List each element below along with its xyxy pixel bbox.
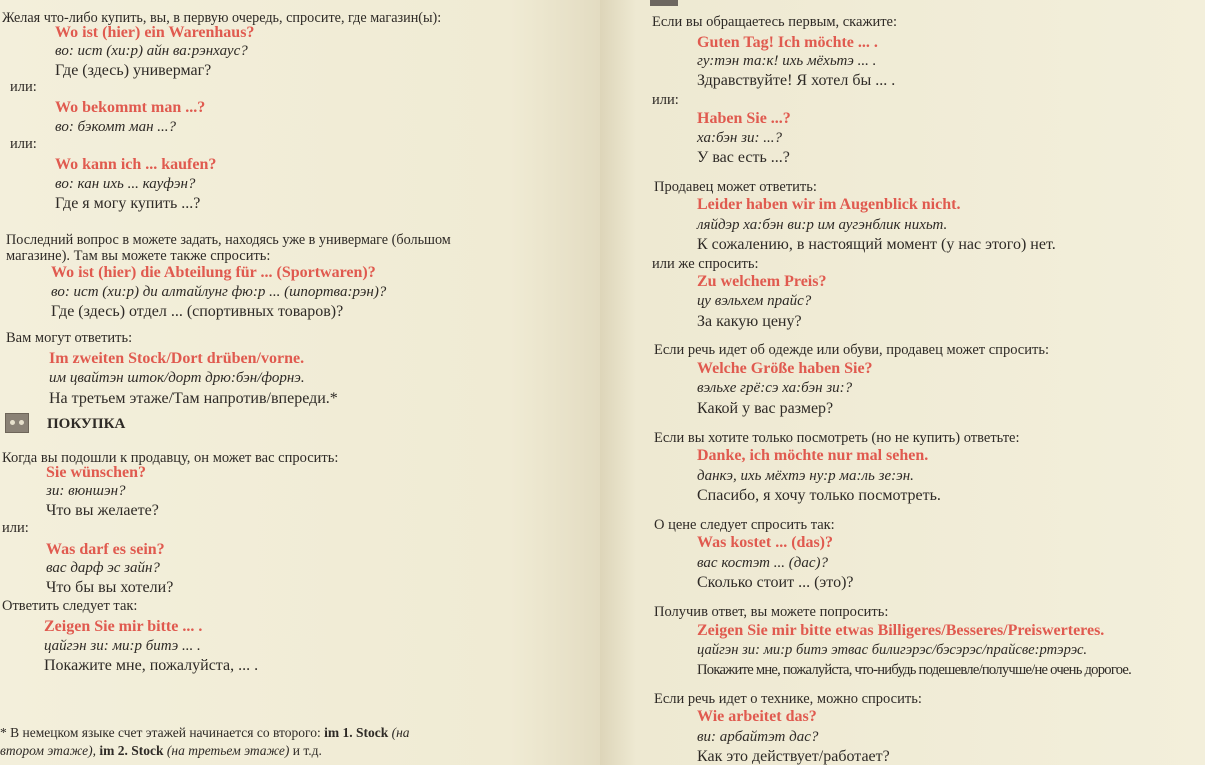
german-phrase: Wo kann ich ... kaufen? <box>55 156 217 173</box>
footnote-term: im 2. Stock <box>99 743 164 758</box>
transcription: ляйдэр ха:бэн ви:р им аугэнблик нихьт. <box>697 217 948 233</box>
footnote-text: и т.д. <box>292 743 322 758</box>
russian-translation: Покажите мне, пожалуйста, ... . <box>44 657 259 674</box>
transcription: во: ист (хи:р) айн ва:рэнхаус? <box>55 43 248 59</box>
intro-text: Получив ответ, вы можете попросить: <box>654 604 889 620</box>
intro-text: Когда вы подошли к продавцу, он может вас спросить: <box>2 450 339 466</box>
russian-translation: Что вы желаете? <box>46 502 159 519</box>
footnote-note: (на третьем этаже) <box>166 743 290 758</box>
intro-text: Вам могут ответить: <box>6 330 133 346</box>
russian-translation: Сколько стоит ... (это)? <box>697 574 854 591</box>
transcription: ха:бэн зи: ...? <box>697 130 782 146</box>
russian-translation: Что бы вы хотели? <box>46 579 174 596</box>
russian-translation: На третьем этаже/Там напротив/впереди.* <box>49 390 338 407</box>
intro-text: Если вы обращаетесь первым, скажите: <box>652 14 898 30</box>
page-tab-mark <box>650 0 678 6</box>
german-phrase: Zeigen Sie mir bitte etwas Billigeres/Besseres/Preiswerteres. <box>697 622 1105 639</box>
german-phrase: Wie arbeitet das? <box>697 708 817 725</box>
transcription: данкэ, ихь мёхтэ ну:р ма:ль зе:эн. <box>697 468 914 484</box>
german-phrase: Leider haben wir im Augenblick nicht. <box>697 196 961 213</box>
german-phrase: Im zweiten Stock/Dort drüben/vorne. <box>49 350 305 367</box>
section-heading: ПОКУПКА <box>47 416 126 432</box>
russian-translation: Спасибо, я хочу только посмотреть. <box>697 487 941 504</box>
intro-text: или: <box>2 520 29 536</box>
footnote-note: (на <box>391 725 410 740</box>
russian-translation: Где я могу купить ...? <box>55 195 201 212</box>
german-phrase: Haben Sie ...? <box>697 110 791 127</box>
intro-text: магазине). Там вы можете также спросить: <box>6 248 271 264</box>
transcription: ви: арбайтэт дас? <box>697 729 819 745</box>
russian-translation: Где (здесь) отдел ... (спортивных товаров)? <box>51 303 344 320</box>
transcription: во: кан ихь ... кауфэн? <box>55 176 196 192</box>
footnote-note: втором этаже), <box>0 743 97 758</box>
german-phrase: Wo bekommt man ...? <box>55 99 206 116</box>
german-phrase: Welche Größe haben Sie? <box>697 360 873 377</box>
german-phrase: Guten Tag! Ich möchte ... . <box>697 34 878 51</box>
transcription: цайгэн зи: ми:р битэ этвас билигэрэс/бэсэрэс/прайсве:ртэрэс. <box>697 642 1088 658</box>
intro-text: Желая что-либо купить, вы, в первую очередь, спросите, где магазин(ы): <box>2 10 442 26</box>
intro-text: или: <box>652 92 679 108</box>
intro-text: или: <box>10 136 37 152</box>
transcription: гу:тэн та:к! ихь мёхьтэ ... . <box>697 53 877 69</box>
german-phrase: Was kostet ... (das)? <box>697 534 834 551</box>
german-phrase: Wo ist (hier) ein Warenhaus? <box>55 24 255 41</box>
transcription: цу вэльхем прайс? <box>697 293 812 309</box>
footnote-line-2 <box>0 744 322 758</box>
intro-text: или же спросить: <box>652 256 759 272</box>
transcription: им цвайтэн шток/дорт дрю:бэн/форнэ. <box>49 370 305 386</box>
russian-translation: Где (здесь) универмаг? <box>55 62 212 79</box>
german-phrase: Was darf es sein? <box>46 541 165 558</box>
german-phrase: Sie wünschen? <box>46 464 147 481</box>
transcription: во: ист (хи:р) ди алтайлунг фю:р ... (шпортва:рэн)? <box>51 284 387 300</box>
german-phrase: Zu welchem Preis? <box>697 273 827 290</box>
russian-translation: К сожалению, в настоящий момент (у нас этого) нет. <box>697 236 1056 253</box>
intro-text: Последний вопрос в можете задать, находясь уже в универмаге (большом <box>6 232 451 248</box>
russian-translation: За какую цену? <box>697 313 802 330</box>
intro-text: Ответить следует так: <box>2 598 138 614</box>
transcription: во: бэкомт ман ...? <box>55 119 177 135</box>
intro-text: Если речь идет об одежде или обуви, продавец может спросить: <box>654 342 1049 358</box>
footnote-term: im 1. Stock <box>324 725 389 740</box>
footnote-line-1 <box>0 726 410 740</box>
footnote-text: * В немецком языке счет этажей начинается со второго: <box>0 725 325 740</box>
transcription: зи: вюншэн? <box>46 483 126 499</box>
intro-text: или: <box>10 79 37 95</box>
russian-translation: Как это действует/работает? <box>697 748 890 765</box>
transcription: вас костэт ... (дас)? <box>697 555 828 571</box>
german-phrase: Danke, ich möchte nur mal sehen. <box>697 447 929 464</box>
right-page <box>600 0 1205 765</box>
intro-text: Если вы хотите только посмотреть (но не купить) ответьте: <box>654 430 1020 446</box>
german-phrase: Wo ist (hier) die Abteilung für ... (Sportwaren)? <box>51 264 376 281</box>
russian-translation: Какой у вас размер? <box>697 400 834 417</box>
intro-text: Если речь идет о технике, можно спросить: <box>654 691 922 707</box>
cassette-icon <box>5 413 29 433</box>
transcription: вас дарф эс зайн? <box>46 560 160 576</box>
russian-translation: Здравствуйте! Я хотел бы ... . <box>697 72 896 89</box>
german-phrase: Zeigen Sie mir bitte ... . <box>44 618 203 635</box>
left-page <box>0 0 600 765</box>
russian-translation: У вас есть ...? <box>697 149 790 166</box>
transcription: вэльхе грё:сэ ха:бэн зи:? <box>697 380 853 396</box>
intro-text: Продавец может ответить: <box>654 179 817 195</box>
transcription: цайгэн зи: ми:р битэ ... . <box>44 638 201 654</box>
intro-text: О цене следует спросить так: <box>654 517 835 533</box>
russian-translation: Покажите мне, пожалуйста, что-нибудь подешевле/получше/не очень дорогое. <box>697 662 1132 678</box>
